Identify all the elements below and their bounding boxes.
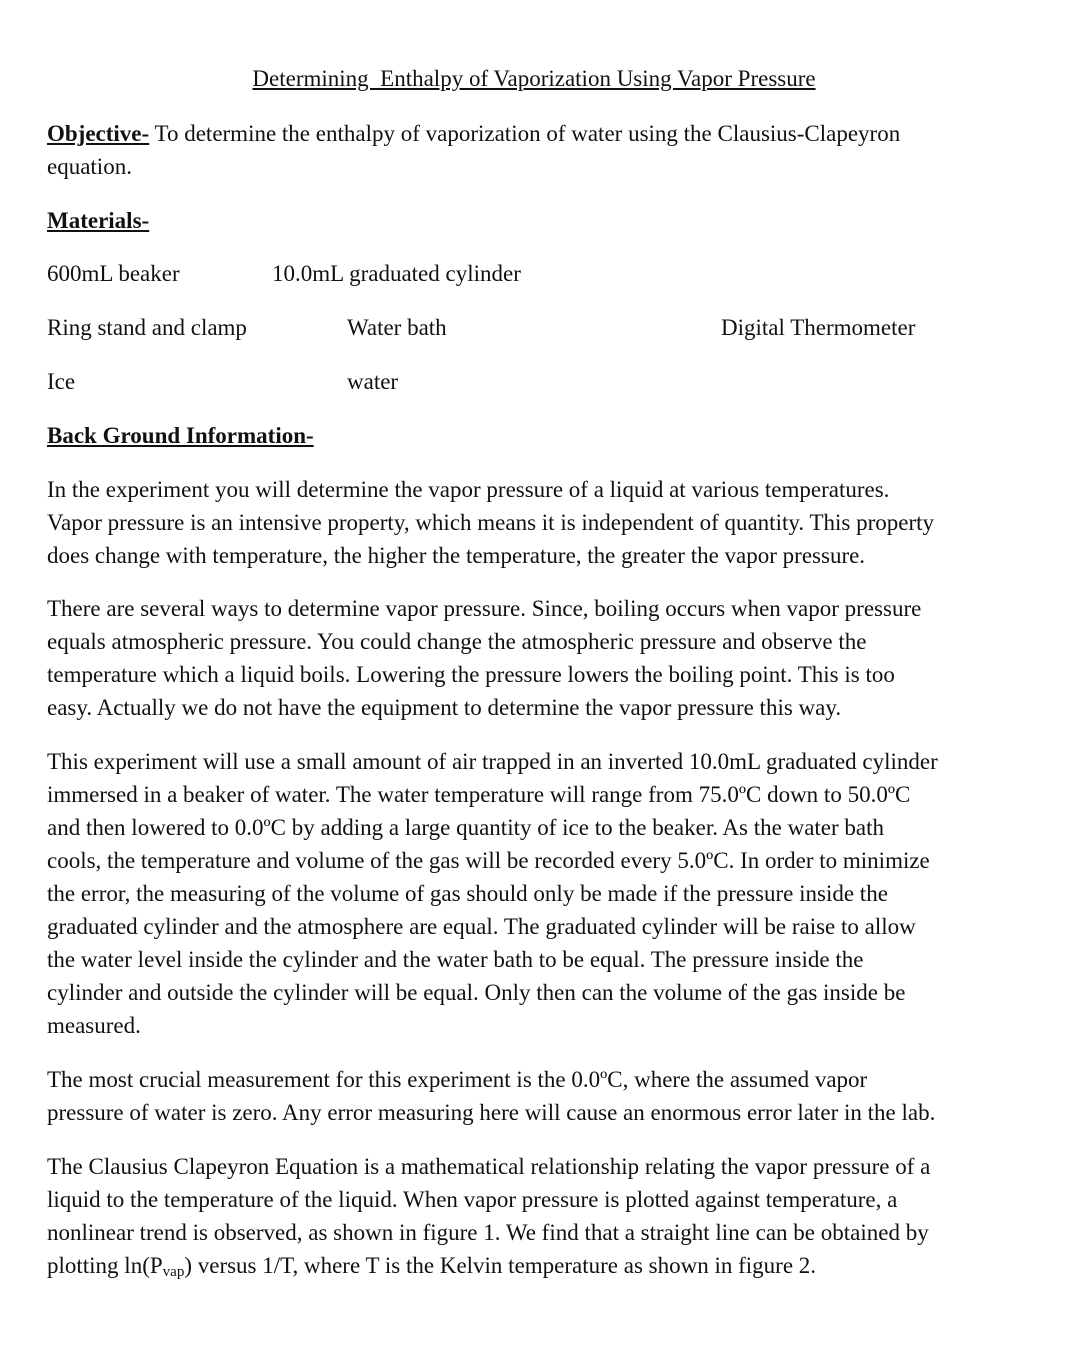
paragraph-line: immersed in a beaker of water. The water temperature will range from 75.0ºC down to 50.0ºC xyxy=(47,782,911,807)
document-title: Determining Enthalpy of Vaporization Using Vapor Pressure xyxy=(252,66,816,91)
paragraph-line: This experiment will use a small amount of air trapped in an inverted 10.0mL graduated cylinder xyxy=(47,749,938,774)
paragraph-line: graduated cylinder and the atmosphere are equal. The graduated cylinder will be raise to allow xyxy=(47,914,916,939)
objective-line xyxy=(47,117,900,150)
material-item: Water bath xyxy=(347,315,447,340)
paragraph-line: In the experiment you will determine the vapor pressure of a liquid at various temperatures. xyxy=(47,477,890,502)
background-paragraph-3 xyxy=(47,745,1047,1042)
paragraph-line: does change with temperature, the higher the temperature, the greater the vapor pressure. xyxy=(47,543,866,568)
material-item: 10.0mL graduated cylinder xyxy=(272,261,521,286)
formula-subscript: vap xyxy=(162,1264,185,1280)
paragraph-line: The most crucial measurement for this experiment is the 0.0ºC, where the assumed vapor xyxy=(47,1067,868,1092)
paragraph-line: Vapor pressure is an intensive property, which means it is independent of quantity. This property xyxy=(47,510,935,535)
formula-text-after: ) versus 1/T, where T is the Kelvin temperature as shown in figure 2. xyxy=(184,1253,817,1278)
background-paragraph-4 xyxy=(47,1063,1047,1129)
background-paragraph-2 xyxy=(47,592,1047,724)
paragraph-line: nonlinear trend is observed, as shown in figure 1. We find that a straight line can be obtained by xyxy=(47,1220,929,1245)
background-heading: Back Ground Information- xyxy=(47,423,314,448)
paragraph-line: pressure of water is zero. Any error measuring here will cause an enormous error later in the lab. xyxy=(47,1100,936,1125)
material-item: Ice xyxy=(47,369,76,394)
paragraph-line: temperature which a liquid boils. Lowering the pressure lowers the boiling point. This is too xyxy=(47,662,895,687)
paragraph-line: There are several ways to determine vapor pressure. Since, boiling occurs when vapor pressure xyxy=(47,596,922,621)
paragraph-line: liquid to the temperature of the liquid. When vapor pressure is plotted against temperature, a xyxy=(47,1187,898,1212)
material-item: 600mL beaker xyxy=(47,261,180,286)
paragraph-line: the error, the measuring of the volume of gas should only be made if the pressure inside the xyxy=(47,881,888,906)
paragraph-line: measured. xyxy=(47,1013,141,1038)
paragraph-line: the water level inside the cylinder and the water bath to be equal. The pressure inside the xyxy=(47,947,864,972)
paragraph-line: and then lowered to 0.0ºC by adding a large quantity of ice to the beaker. As the water bath xyxy=(47,815,885,840)
objective-heading: Objective- xyxy=(47,121,150,146)
paragraph-line: easy. Actually we do not have the equipment to determine the vapor pressure this way. xyxy=(47,695,842,720)
paragraph-line: cools, the temperature and volume of the gas will be recorded every 5.0ºC. In order to minimize xyxy=(47,848,930,873)
material-item: Digital Thermometer xyxy=(721,315,916,340)
paragraph-line-formula xyxy=(47,1249,1047,1282)
paragraph-line: cylinder and outside the cylinder will be equal. Only then can the volume of the gas inside be xyxy=(47,980,906,1005)
background-paragraph-1 xyxy=(47,473,1047,572)
formula-text-before: plotting ln(P xyxy=(47,1253,163,1278)
background-paragraph-5 xyxy=(47,1150,1047,1282)
objective-text: To determine the enthalpy of vaporization of water using the Clausius-Clapeyron xyxy=(149,121,901,146)
material-item: Ring stand and clamp xyxy=(47,315,247,340)
paragraph-line: equals atmospheric pressure. You could change the atmospheric pressure and observe the xyxy=(47,629,867,654)
objective-text-cont: equation. xyxy=(47,154,132,179)
materials-heading: Materials- xyxy=(47,208,150,233)
material-item: water xyxy=(347,369,399,394)
paragraph-line: The Clausius Clapeyron Equation is a mathematical relationship relating the vapor pressure of a xyxy=(47,1154,931,1179)
